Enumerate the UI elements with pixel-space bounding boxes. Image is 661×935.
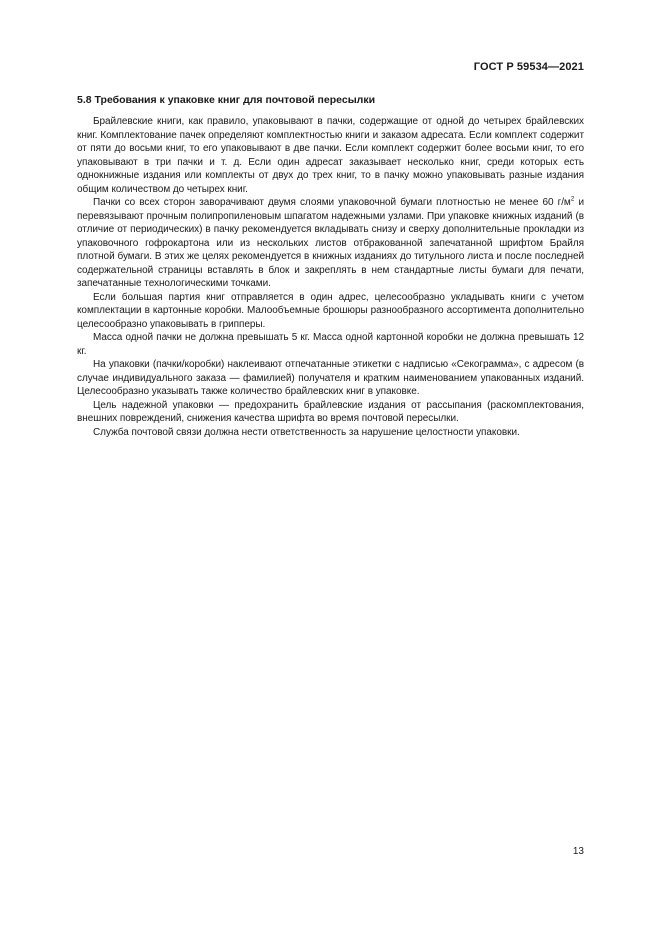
paragraph-mass: Масса одной пачки не должна превышать 5 кг. Масса одной картонной коробки не должна превышать 12 кг. xyxy=(77,332,584,357)
paragraph-purpose: Цель надежной упаковки — предохранить брайлевские издания от рассыпания (раскомплектования, внешних повреждений, снижения качества шрифта во время почтовой пересылки. xyxy=(77,399,584,424)
document-code: ГОСТ Р 59534—2021 xyxy=(473,61,584,73)
paragraph-wrapping-rest: и перевязывают прочным полипропиленовым шпагатом надежными узлами. При упаковке книжных изданий (в отличие от периодических) в пачку рекомендуется вкладывать снизу и сверху дополнительные прокладки из упаковочного гофрокартона или из нескольких листов отбракованной запечатанной шрифтом Брайля плотной бумаги. В этих же целях рекомендуется в книжных изданиях до титульного листа и после последней содержательной страницы вставлять в блок и закреплять в нем стандартные листы бумаги для печати, запечатанные технологическими точками. xyxy=(77,197,585,289)
paragraph-labels: На упаковки (пачки/коробки) наклеивают отпечатанные этикетки с надписью «Секограмма», с адресом (в случае индивидуального заказа — фамилией) получателя и кратким наименованием упакованных изданий. Целесообразно указывать также количество брайлевских книг в упаковке. xyxy=(77,359,584,397)
document-body xyxy=(77,94,584,439)
paragraph-boxes: Если большая партия книг отправляется в один адрес, целесообразно укладывать книги с учетом комплектации в картонные коробки. Малообъемные брошюры разнообразного ассортимента дополнительно целесообразно упаковывать в грипперы. xyxy=(77,291,584,330)
paragraph-packs: Брайлевские книги, как правило, упаковывают в пачки, содержащие от одной до четырех брайлевских книг. Комплектование пачек определяют комплектностью книги и заказом адресата. Если комплект содержит от пяти до восьми книг, то его упаковывают в две пачки. Если комплект содержит более восьми книг, то его упаковывают в три пачки и т. д. Если один адресат заказывает несколько книг, среди которых есть однокнижные издания или комплекты от двух до трех книг, то в пачку можно упаковывать разные издания общим количеством до четырех книг. xyxy=(77,116,584,195)
paragraph-responsibility: Служба почтовой связи должна нести ответственность за нарушение целостности упаковки. xyxy=(93,426,520,438)
section-heading: 5.8 Требования к упаковке книг для почтовой пересылки xyxy=(77,94,376,106)
paragraph-wrapping xyxy=(77,196,584,291)
paragraph-wrapping-start: Пачки со всех сторон заворачивают двумя слоями упаковочной бумаги плотностью не менее 60 г/м xyxy=(93,197,571,208)
superscript-square: 2 xyxy=(570,195,575,203)
page-number: 13 xyxy=(572,846,584,857)
